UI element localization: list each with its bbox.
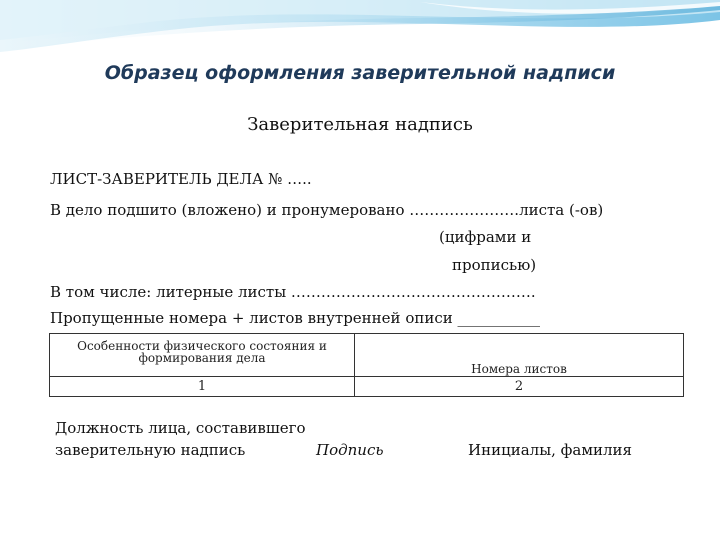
data-table xyxy=(49,333,684,397)
table-header-sheet-numbers: Номера листов xyxy=(355,334,684,377)
table-header-physical-state: Особенности физического состояния и формирования дела xyxy=(50,334,355,377)
document-heading: Заверительная надпись xyxy=(247,114,473,135)
table-col-number-2: 2 xyxy=(355,377,684,397)
table-col-number-1: 1 xyxy=(50,377,355,397)
table-number-row xyxy=(50,377,684,397)
hint-words: прописью) xyxy=(452,256,537,274)
slide-title: Образец оформления заверительной надписи xyxy=(104,62,616,84)
line-sheets-count: В дело подшито (вложено) и пронумеровано ………………….листа (-ов) xyxy=(50,201,604,219)
table-header-row xyxy=(50,334,684,377)
signature-position-line2: заверительную надпись xyxy=(55,441,246,459)
initials-surname-label: Инициалы, фамилия xyxy=(468,441,633,459)
hint-digits: (цифрами и xyxy=(439,228,532,246)
signature-position-line1: Должность лица, составившего xyxy=(55,419,306,437)
line-missing-numbers: Пропущенные номера + листов внутренней описи ___________ xyxy=(50,309,541,327)
line-letter-sheets: В том числе: литерные листы …………………………………………. xyxy=(50,283,536,301)
line-sheet-certifier: ЛИСТ-ЗАВЕРИТЕЛЬ ДЕЛА № ….. xyxy=(50,170,312,188)
signature-label: Подпись xyxy=(316,441,384,459)
